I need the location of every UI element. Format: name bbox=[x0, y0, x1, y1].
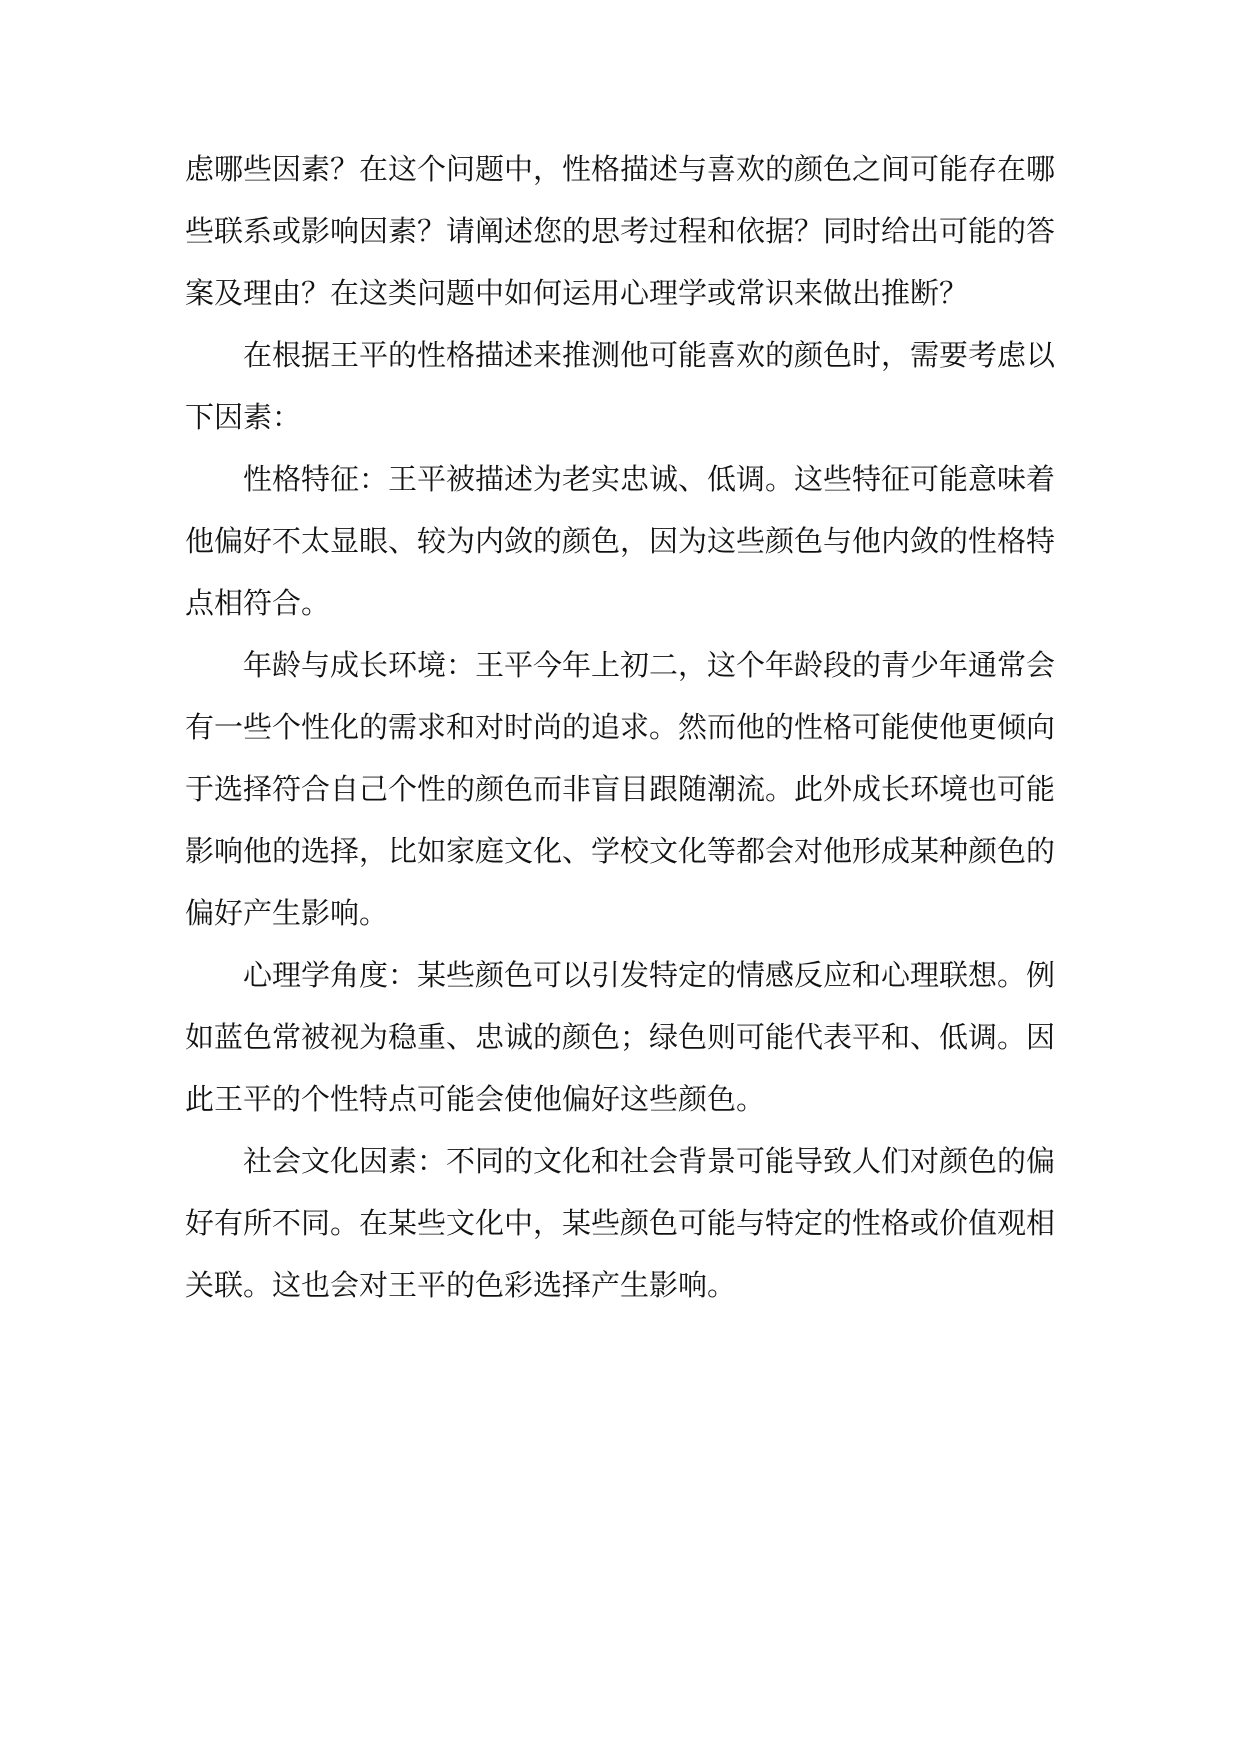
paragraph-intro: 在根据王平的性格描述来推测他可能喜欢的颜色时，需要考虑以下因素： bbox=[185, 338, 1056, 434]
paragraph-age-environment: 年龄与成长环境：王平今年上初二，这个年龄段的青少年通常会有一些个性化的需求和对时尚的追求。然而他的性格可能使他更倾向于选择符合自己个性的颜色而非盲目跟随潮流。此外成长环境也可能影响他的选择，比如家庭文化、学校文化等都会对他形成某种颜色的偏好产生影响。 bbox=[185, 648, 1056, 930]
paragraph-social-culture: 社会文化因素：不同的文化和社会背景可能导致人们对颜色的偏好有所不同。在某些文化中，某些颜色可能与特定的性格或价值观相关联。这也会对王平的色彩选择产生影响。 bbox=[185, 1144, 1056, 1302]
paragraph-psychology: 心理学角度：某些颜色可以引发特定的情感反应和心理联想。例如蓝色常被视为稳重、忠诚的颜色；绿色则可能代表平和、低调。因此王平的个性特点可能会使他偏好这些颜色。 bbox=[185, 958, 1056, 1116]
paragraph-continued-question: 虑哪些因素？在这个问题中，性格描述与喜欢的颜色之间可能存在哪些联系或影响因素？请阐述您的思考过程和依据？同时给出可能的答案及理由？在这类问题中如何运用心理学或常识来做出推断？ bbox=[185, 152, 1056, 310]
paragraph-personality-traits: 性格特征：王平被描述为老实忠诚、低调。这些特征可能意味着他偏好不太显眼、较为内敛的颜色，因为这些颜色与他内敛的性格特点相符合。 bbox=[185, 462, 1056, 620]
document-body bbox=[185, 138, 1055, 1316]
